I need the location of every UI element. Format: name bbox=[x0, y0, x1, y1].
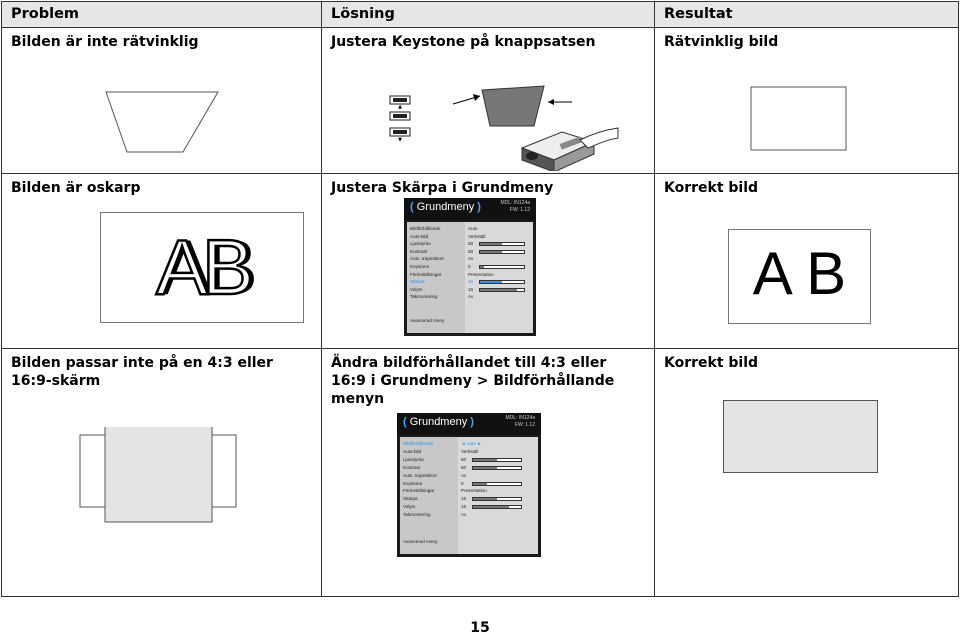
osd-menu-value: Auto bbox=[468, 226, 478, 231]
osd-menu-item[interactable]: Förinställningar bbox=[403, 488, 435, 494]
osd-menu-value: Av bbox=[468, 294, 474, 300]
osd-menu-item[interactable]: Skärpa bbox=[403, 496, 418, 502]
osd-menu-item[interactable]: Bildförhållande bbox=[403, 441, 434, 446]
osd-menu-item[interactable]: Bildförhållande bbox=[410, 226, 441, 231]
osd-menu-value: 16 bbox=[468, 279, 474, 285]
problem-text: Bilden är inte rätvinklig bbox=[11, 34, 199, 50]
osd-model-info: MDL: IN124a FW: 1.12 bbox=[505, 415, 535, 428]
projector-icon bbox=[522, 132, 594, 171]
table-row bbox=[2, 28, 959, 174]
osd-menu-item[interactable]: Kontrast bbox=[410, 248, 428, 254]
result-cell bbox=[655, 349, 959, 597]
osd-body bbox=[400, 437, 538, 554]
correct-aspect-image bbox=[723, 400, 878, 473]
header-problem: Problem bbox=[2, 2, 322, 28]
osd-menu-item[interactable]: Volym bbox=[410, 286, 423, 292]
osd-header bbox=[397, 413, 541, 435]
osd-menu-value: 0 bbox=[468, 264, 471, 269]
solution-text: Justera Keystone på knappsatsen bbox=[331, 34, 596, 50]
osd-slider[interactable] bbox=[479, 265, 525, 269]
table-row bbox=[2, 349, 959, 597]
solution-cell bbox=[322, 28, 655, 174]
osd-menu-value: 50 bbox=[461, 456, 467, 462]
osd-menu-value: Verkställ bbox=[468, 233, 486, 239]
osd-advanced-menu[interactable]: Avancerad meny bbox=[403, 539, 438, 544]
osd-slider[interactable] bbox=[479, 250, 525, 254]
osd-menu-value: Verkställ bbox=[461, 448, 479, 454]
result-text: Korrekt bild bbox=[664, 355, 759, 371]
osd-menu-item[interactable]: Kontrast bbox=[403, 464, 421, 470]
header-row bbox=[2, 2, 959, 28]
osd-slider[interactable] bbox=[479, 288, 525, 292]
solution-text: Ändra bildförhållandet till 4:3 eller 16:9 i Grundmeny > Bildförhållande menyn bbox=[331, 355, 615, 407]
page-number: 15 bbox=[470, 620, 490, 636]
osd-menu-value: 50 bbox=[468, 248, 474, 254]
osd-title: ( Grundmeny ) bbox=[403, 416, 474, 428]
solution-text: Justera Skärpa i Grundmeny bbox=[331, 180, 554, 196]
osd-menu-item[interactable]: Auto. trapetskorr. bbox=[410, 256, 445, 262]
osd-menu-value: Av bbox=[461, 512, 467, 518]
problem-cell bbox=[2, 28, 322, 174]
keypad-buttons-icon bbox=[390, 96, 410, 143]
osd-advanced-menu[interactable]: Avancerad meny bbox=[410, 318, 445, 323]
osd-menu-value: Av bbox=[461, 472, 467, 478]
osd-slider[interactable] bbox=[472, 505, 522, 509]
osd-menu-item[interactable]: Volym bbox=[403, 504, 416, 510]
problem-text: Bilden passar inte på en 4:3 eller 16:9-skärm bbox=[11, 355, 273, 389]
problem-cell bbox=[2, 174, 322, 349]
osd-menu-item[interactable]: Keystone bbox=[410, 264, 430, 269]
osd-title: ( Grundmeny ) bbox=[410, 201, 481, 213]
svg-text:▼: ▼ bbox=[398, 137, 402, 143]
svg-text:▲: ▲ bbox=[398, 104, 402, 110]
osd-menu-value: Presentation bbox=[468, 271, 494, 277]
sharp-image bbox=[728, 229, 871, 324]
osd-menu-item[interactable]: Auto-bild bbox=[410, 233, 429, 239]
result-cell bbox=[655, 174, 959, 349]
result-text: Rätvinklig bild bbox=[664, 34, 779, 50]
osd-menu-item[interactable]: Keystone bbox=[403, 480, 423, 486]
osd-menu-item[interactable]: Auto-bild bbox=[403, 448, 422, 454]
osd-menu-item[interactable]: Ljusstyrka bbox=[403, 456, 424, 462]
header-solution: Lösning bbox=[322, 2, 655, 28]
osd-menu-item[interactable]: Takmontering bbox=[403, 512, 431, 518]
table-row bbox=[2, 174, 959, 349]
osd-menu-item[interactable]: Auto. trapetskorr. bbox=[403, 472, 438, 478]
osd-menu-item[interactable]: Takmontering bbox=[410, 294, 438, 300]
osd-slider[interactable] bbox=[472, 466, 522, 470]
result-cell bbox=[655, 28, 959, 174]
osd-menu-value: 0 bbox=[461, 480, 464, 486]
blurred-letters: AB bbox=[155, 223, 249, 311]
header-result: Resultat bbox=[655, 2, 959, 28]
osd-menu-value: 50 bbox=[461, 464, 467, 470]
sharp-letters: A B bbox=[752, 240, 847, 307]
solution-cell bbox=[322, 174, 655, 349]
osd-menu-aspect-ratio bbox=[397, 413, 541, 557]
solution-cell bbox=[322, 349, 655, 597]
osd-label-column bbox=[407, 222, 465, 333]
hand-icon bbox=[580, 128, 618, 148]
osd-menu-sharpness bbox=[404, 198, 536, 336]
osd-menu-item[interactable]: Ljusstyrka bbox=[410, 241, 431, 247]
problem-cell bbox=[2, 349, 322, 597]
osd-slider[interactable] bbox=[479, 242, 525, 246]
osd-slider[interactable] bbox=[479, 280, 525, 284]
osd-menu-value: ◄ Auto ► bbox=[461, 441, 482, 446]
osd-menu-value: Presentation bbox=[461, 488, 487, 494]
rectangular-image bbox=[655, 56, 955, 166]
osd-menu-item[interactable]: Förinställningar bbox=[410, 271, 442, 277]
osd-menu-value: 16 bbox=[461, 504, 467, 510]
osd-slider[interactable] bbox=[472, 482, 522, 486]
osd-body bbox=[407, 222, 533, 333]
keystone-distorted-image bbox=[2, 58, 302, 168]
osd-menu-item[interactable]: Skärpa bbox=[410, 279, 425, 285]
result-text: Korrekt bild bbox=[664, 180, 759, 196]
osd-menu-value: 16 bbox=[461, 496, 467, 502]
troubleshooting-table bbox=[1, 1, 959, 597]
osd-slider[interactable] bbox=[472, 497, 522, 501]
blurred-image bbox=[100, 212, 304, 323]
osd-menu-value: Av bbox=[468, 256, 474, 262]
mismatched-aspect-image bbox=[2, 427, 302, 537]
osd-header bbox=[404, 198, 536, 220]
keystone-keypad-illustration bbox=[322, 56, 642, 171]
osd-model-info: MDL: IN124a FW: 1.12 bbox=[500, 200, 530, 213]
osd-menu-value: 50 bbox=[468, 241, 474, 247]
problem-text: Bilden är oskarp bbox=[11, 180, 141, 196]
osd-slider[interactable] bbox=[472, 458, 522, 462]
osd-menu-value: 16 bbox=[468, 286, 474, 292]
